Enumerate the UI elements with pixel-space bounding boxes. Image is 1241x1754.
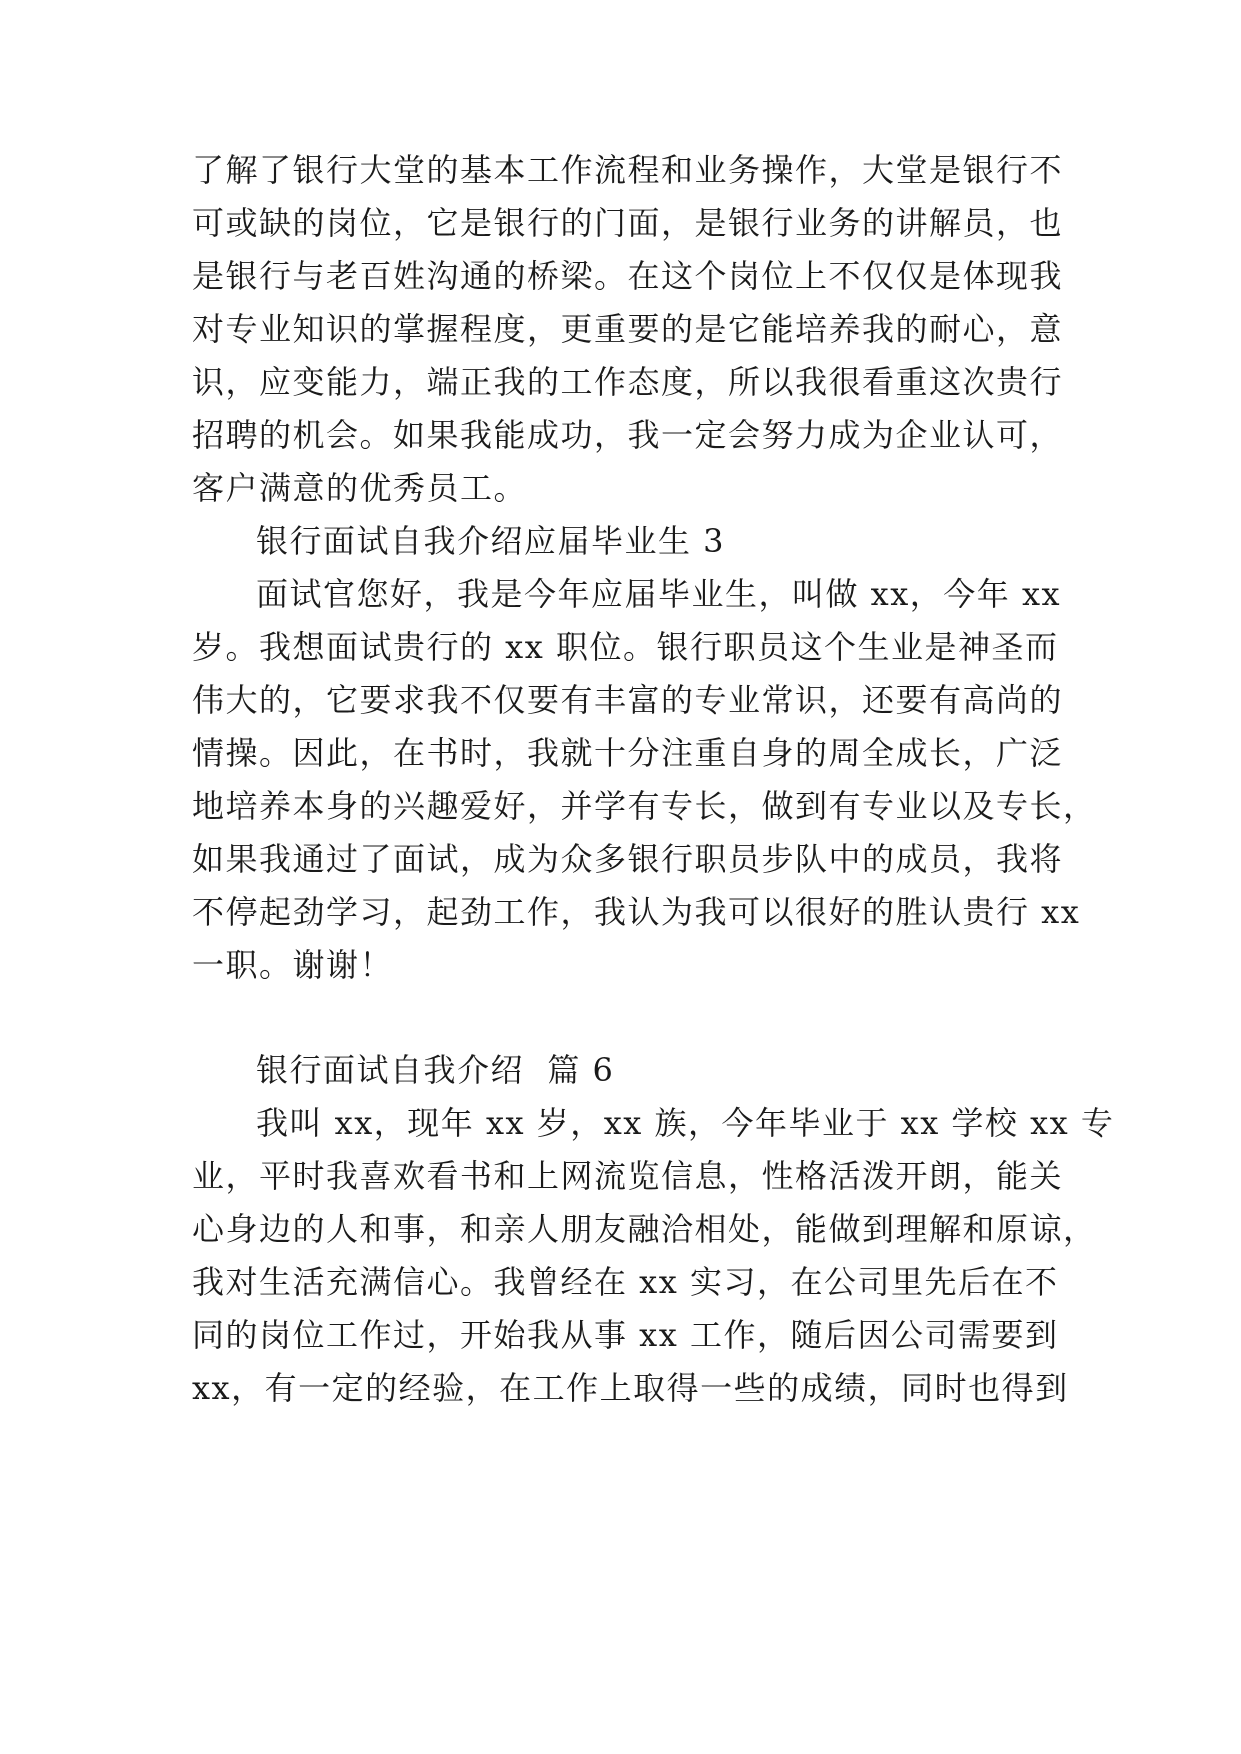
section-heading: 银行面试自我介绍 篇 6 <box>256 1051 615 1089</box>
paragraph-line: 面试官您好，我是今年应届毕业生，叫做 xx，今年 xx <box>256 575 1062 613</box>
paragraph-line: 不停起劲学习，起劲工作，我认为我可以很好的胜认贵行 xx <box>192 893 1081 931</box>
paragraph-line: 招聘的机会。如果我能成功，我一定会努力成为企业认可， <box>192 416 1064 454</box>
paragraph-line: 伟大的，它要求我不仅要有丰富的专业常识，还要有高尚的 <box>192 681 1064 719</box>
section-heading: 银行面试自我介绍应届毕业生 3 <box>256 522 726 560</box>
paragraph-line: 我叫 xx，现年 xx 岁，xx 族，今年毕业于 xx 学校 xx 专 <box>256 1104 1115 1142</box>
paragraph-line: 是银行与老百姓沟通的桥梁。在这个岗位上不仅仅是体现我 <box>192 257 1064 295</box>
paragraph-line: 一职。谢谢！ <box>192 946 394 984</box>
paragraph-line: 岁。我想面试贵行的 xx 职位。银行职员这个生业是神圣而 <box>192 628 1059 666</box>
paragraph-line: 识，应变能力，端正我的工作态度，所以我很看重这次贵行 <box>192 363 1064 401</box>
paragraph-line: 情操。因此，在书时，我就十分注重自身的周全成长，广泛 <box>192 734 1064 772</box>
paragraph-line: 我对生活充满信心。我曾经在 xx 实习，在公司里先后在不 <box>192 1263 1059 1301</box>
paragraph-line: 如果我通过了面试，成为众多银行职员步队中的成员，我将 <box>192 840 1064 878</box>
paragraph-line: 客户满意的优秀员工。 <box>192 469 528 507</box>
paragraph-line: 同的岗位工作过，开始我从事 xx 工作，随后因公司需要到 <box>192 1316 1059 1354</box>
paragraph-line: 心身边的人和事，和亲人朋友融洽相处，能做到理解和原谅， <box>192 1210 1097 1248</box>
paragraph-line: 对专业知识的掌握程度，更重要的是它能培养我的耐心，意 <box>192 310 1064 348</box>
paragraph-line: 可或缺的岗位，它是银行的门面，是银行业务的讲解员，也 <box>192 204 1064 242</box>
paragraph-line: 了解了银行大堂的基本工作流程和业务操作，大堂是银行不 <box>192 151 1064 189</box>
paragraph-line: 业，平时我喜欢看书和上网流览信息，性格活泼开朗，能关 <box>192 1157 1064 1195</box>
paragraph-line: xx，有一定的经验，在工作上取得一些的成绩，同时也得到 <box>192 1369 1069 1407</box>
paragraph-line: 地培养本身的兴趣爱好，并学有专长，做到有专业以及专长， <box>192 787 1097 825</box>
